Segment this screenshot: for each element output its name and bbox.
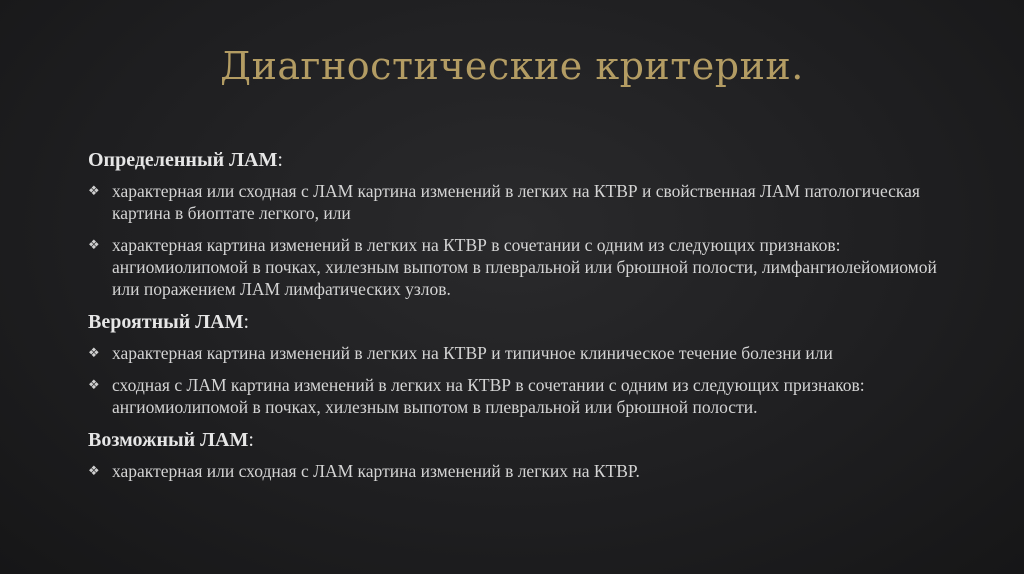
list-item [88, 234, 948, 300]
section-heading [88, 148, 948, 172]
diamond-bullet-icon: ❖ [88, 377, 100, 392]
section-possible [88, 428, 948, 482]
diamond-bullet-icon: ❖ [88, 237, 100, 252]
list-item [88, 374, 948, 418]
diamond-bullet-icon: ❖ [88, 345, 100, 360]
list-item [88, 180, 948, 224]
list-item-text: характерная или сходная с ЛАМ картина изменений в легких на КТВР. [112, 461, 640, 481]
section-heading-colon: : [277, 149, 283, 171]
diamond-bullet-icon: ❖ [88, 183, 100, 198]
list-item-text: сходная с ЛАМ картина изменений в легких на КТВР в сочетании с одним из следующих признаков: ангиомиолипомой в почках, хилезным выпотом в плевральной или брюшной полости. [112, 375, 865, 417]
list-item-text: характерная или сходная с ЛАМ картина изменений в легких на КТВР и свойственная ЛАМ патологическая картина в биоптате легкого, или [112, 181, 920, 223]
bullet-list [88, 180, 948, 300]
section-heading-colon: : [243, 311, 250, 333]
slide-content [88, 148, 948, 492]
section-heading-colon: : [248, 429, 254, 451]
list-item-text: характерная картина изменений в легких на КТВР и типичное клиническое течение болезни или [112, 343, 833, 363]
list-item [88, 342, 948, 364]
list-item-text: характерная картина изменений в легких на КТВР в сочетании с одним из следующих признаков: ангиомиолипомой в почках, хилезным выпотом в плевральной или брюшной полости, лимфангиолейомиомой или поражением ЛАМ лимфатических узлов. [112, 235, 937, 299]
diamond-bullet-icon: ❖ [88, 463, 100, 478]
section-probable [88, 310, 948, 418]
section-heading-text: Определенный ЛАМ [88, 149, 278, 171]
section-heading [88, 428, 948, 452]
bullet-list [88, 460, 948, 482]
section-definite [88, 148, 948, 300]
bullet-list [88, 342, 948, 418]
section-heading [88, 310, 948, 334]
list-item [88, 460, 948, 482]
section-heading-text: Вероятный ЛАМ [88, 311, 244, 333]
section-heading-text: Возможный ЛАМ [88, 429, 249, 451]
slide-title: Диагностические критерии. [220, 44, 804, 88]
